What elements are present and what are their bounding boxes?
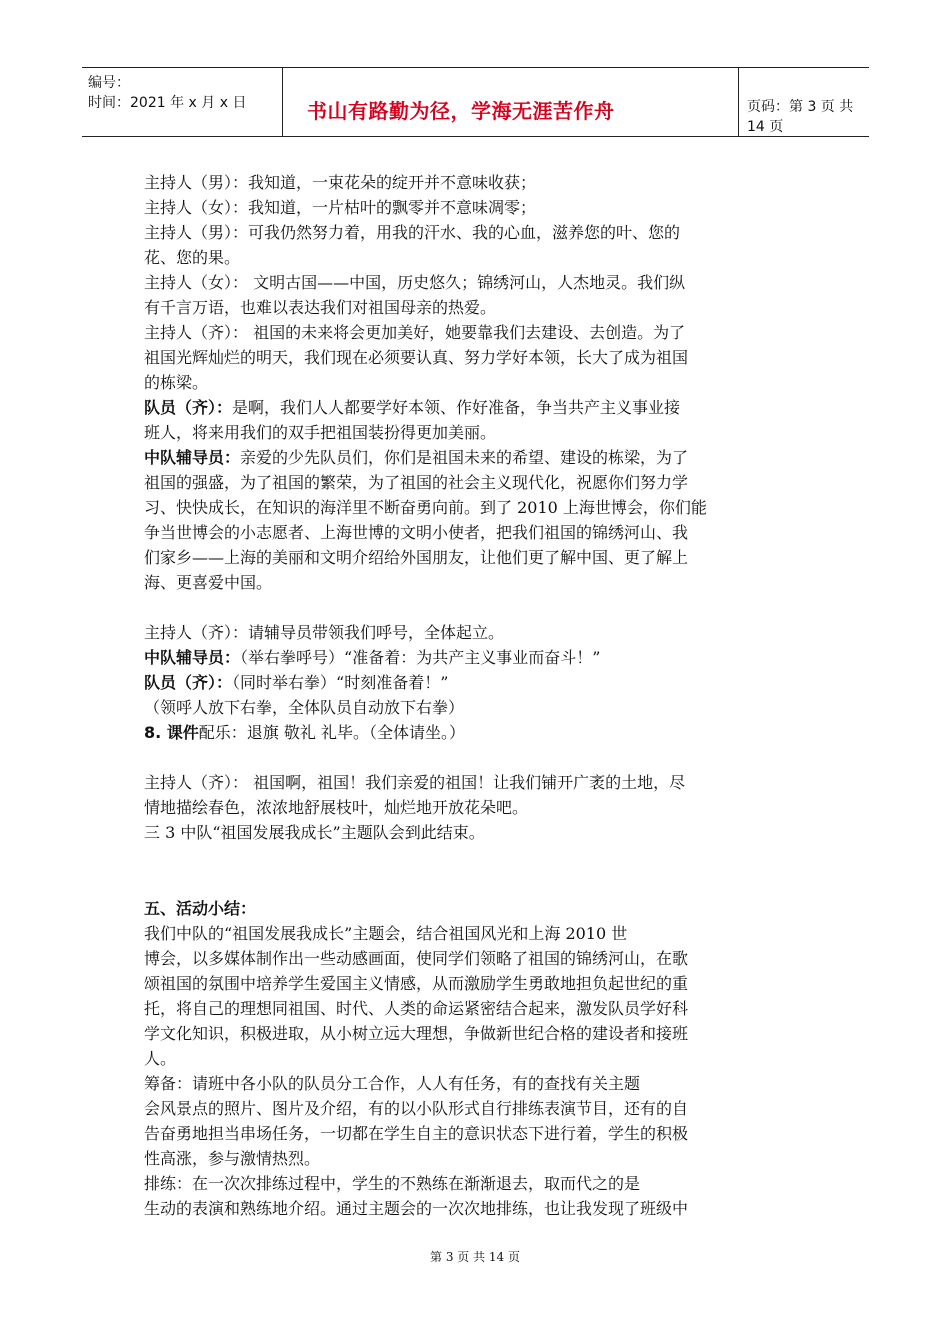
line-text: 我们中队的“祖国发展我成长”主题会，结合祖国风光和上海 2010 世 [144,924,628,943]
text-line [144,947,688,971]
speaker-label: 中队辅导员： [144,448,241,467]
line-text: 主持人（男）：我知道，一束花朵的绽开并不意味收获； [144,173,537,192]
line-text: 亲爱的少先队员们，你们是祖国未来的希望、建设的栋梁，为了 [240,448,689,467]
line-text: 生动的表演和熟练地介绍。通过主题会的一次次地排练，也让我发现了班级中 [144,1199,689,1218]
text-line [144,271,685,295]
text-line [144,171,536,195]
line-text: 博会，以多媒体制作出一些动感画面，使同学们领略了祖国的锦绣河山，在歌 [144,949,689,968]
header-motto: 书山有路勤为径，学海无涯苦作舟 [307,99,615,123]
line-text: 主持人（齐）： 祖国啊，祖国！我们亲爱的祖国！让我们铺开广袤的土地，尽 [144,773,686,792]
line-text: 情地描绘春色，浓浓地舒展枝叶，灿烂地开放花朵吧。 [144,798,529,817]
line-text: 海、更喜爱中国。 [144,573,273,592]
header-page-cell [739,68,869,136]
line-text: 祖国的强盛，为了祖国的繁荣，为了祖国的社会主义现代化，祝愿你们努力学 [144,473,689,492]
text-line [144,521,688,545]
text-line [144,621,504,645]
line-text: 主持人（女）： 文明古国——中国，历史悠久；锦绣河山，人杰地灵。我们纵 [144,273,686,292]
text-line [144,296,496,320]
doc-date-label: 时间：2021 年 x 月 x 日 [88,95,247,111]
line-text: 是啊，我们人人都要学好本领、作好准备，争当共产主义事业接 [232,398,681,417]
line-text: 主持人（齐）：请辅导员带领我们呼号，全体起立。 [144,623,505,642]
speaker-label: 队员（齐）： [144,398,233,417]
line-text: 主持人（齐）： 祖国的未来将会更加美好，她要靠我们去建设、去创造。为了 [144,323,686,342]
text-line [144,396,680,420]
text-line [144,446,688,470]
text-line [144,421,496,445]
text-line [144,1072,640,1096]
text-line [144,1197,688,1221]
text-line [144,346,688,370]
line-text: 的栋梁。 [144,373,209,392]
speaker-label: 中队辅导员： [144,648,241,667]
text-line [144,1022,688,1046]
text-line [144,771,685,795]
text-line [144,471,688,495]
speaker-label: 队员（齐）： [144,673,233,692]
text-line [144,321,685,345]
text-line [144,571,272,595]
text-line [144,897,256,921]
line-text: 主持人（女）：我知道，一片枯叶的飘零并不意味凋零； [144,198,537,217]
line-text: 会风景点的照片、图片及介绍，有的以小队形式自行排练表演节目，还有的自 [144,1099,689,1118]
text-line [144,546,688,570]
text-line [144,221,680,245]
line-text: 有千言万语，也难以表达我们对祖国母亲的热爱。 [144,298,497,317]
line-text: 性高涨，参与激情热烈。 [144,1149,321,1168]
header-page-info: 页码：第 3 页 共 14 页 [747,99,854,135]
line-text: 花、您的果。 [144,248,241,267]
line-text: 人。 [144,1049,177,1068]
text-line [144,922,627,946]
line-text: 学文化知识，积极进取，从小树立远大理想，争做新世纪合格的建设者和接班 [144,1024,689,1043]
line-text: 们家乡——上海的美丽和文明介绍给外国朋友，让他们更了解中国、更了解上 [144,548,689,567]
text-line [144,1147,320,1171]
line-text: 告奋勇地担当串场任务，一切都在学生自主的意识状态下进行着，学生的积极 [144,1124,689,1143]
line-text: （同时举右拳）“时刻准备着！” [232,673,449,692]
text-line [144,1047,176,1071]
line-text: 争当世博会的小志愿者、上海世博的文明小使者，把我们祖国的锦绣河山、我 [144,523,689,542]
line-text: 祖国光辉灿烂的明天，我们现在必须要认真、努力学好本领，长大了成为祖国 [144,348,689,367]
text-line [144,196,536,220]
line-text: 托，将自己的理想同祖国、时代、人类的命运紧密结合起来，激发队员学好科 [144,999,689,1018]
text-line [144,496,707,520]
text-line [144,1122,688,1146]
line-text: （举右拳呼号）“准备着：为共产主义事业而奋斗！” [240,648,601,667]
page-footer: 第 3 页 共 14 页 [430,1250,520,1264]
text-line [144,1172,640,1196]
speaker-label: 8. 课件 [144,723,199,742]
text-line [144,821,485,845]
line-text: 习、快快成长，在知识的海洋里不断奋勇向前。到了 2010 上海世博会，你们能 [144,498,707,517]
speaker-label: 五、活动小结： [144,899,257,918]
text-line [144,646,600,670]
line-text: 三 3 中队“祖国发展我成长”主题队会到此结束。 [144,823,485,842]
text-line [144,246,240,270]
text-line [144,796,528,820]
text-line [144,721,465,745]
document-header [82,67,869,137]
text-line [144,671,448,695]
line-text: 配乐：退旗 敬礼 礼毕。（全体请坐。） [198,723,465,742]
header-meta-cell [82,68,282,136]
line-text: 颂祖国的氛围中培养学生爱国主义情感，从而激励学生勇敢地担负起世纪的重 [144,974,689,993]
text-line [144,972,688,996]
text-line [144,696,464,720]
text-line [144,1097,688,1121]
line-text: 主持人（男）：可我仍然努力着，用我的汗水、我的心血，滋养您的叶、您的 [144,223,681,242]
line-text: 排练：在一次次排练过程中，学生的不熟练在渐渐退去，取而代之的是 [144,1174,641,1193]
line-text: 班人，将来用我们的双手把祖国装扮得更加美丽。 [144,423,497,442]
text-line [144,371,208,395]
line-text: 筹备：请班中各小队的队员分工合作，人人有任务，有的查找有关主题 [144,1074,641,1093]
header-motto-cell [282,68,739,136]
text-line [144,997,688,1021]
line-text: （领呼人放下右拳，全体队员自动放下右拳） [144,698,465,717]
doc-number-label: 编号： [88,75,130,91]
